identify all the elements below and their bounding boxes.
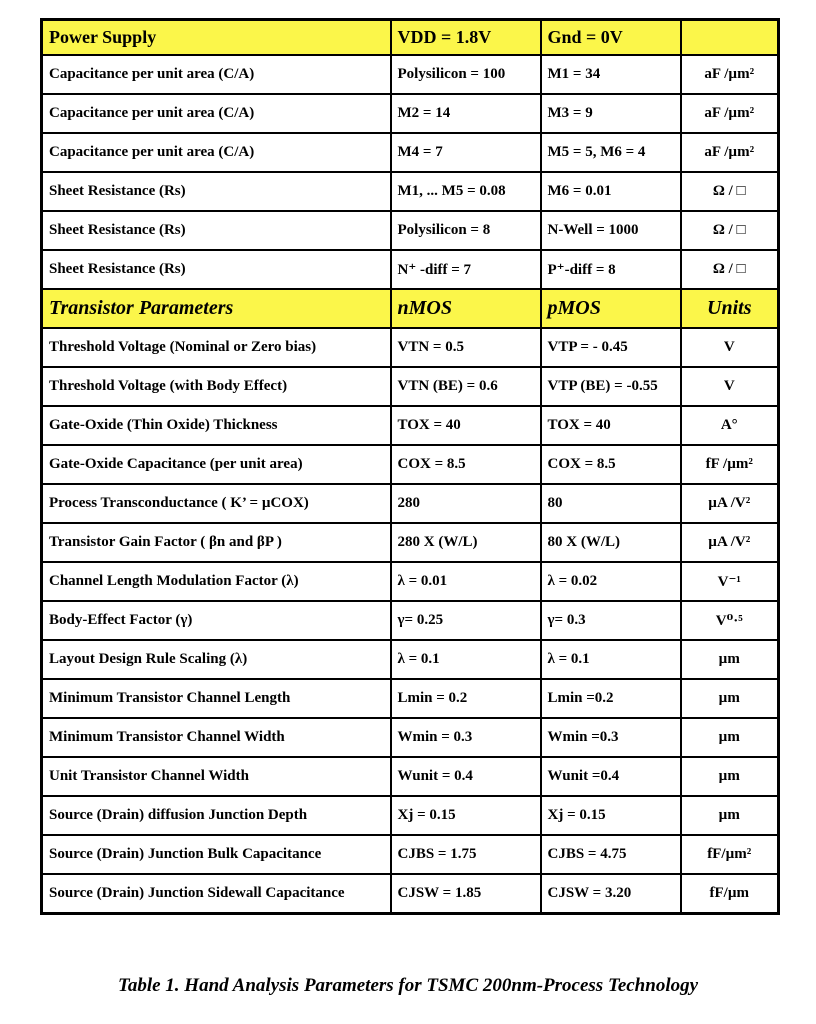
parameters-table-container — [40, 18, 777, 915]
units-cell: fF/µm — [681, 874, 779, 914]
parameter-cell: Channel Length Modulation Factor (λ) — [42, 562, 391, 601]
parameters-table — [40, 18, 780, 915]
value-cell-a: Xj = 0.15 — [391, 796, 541, 835]
table-row — [42, 445, 779, 484]
value-cell-b: P⁺-diff = 8 — [541, 250, 681, 289]
parameter-cell: Sheet Resistance (Rs) — [42, 172, 391, 211]
table-row — [42, 718, 779, 757]
table-row — [42, 523, 779, 562]
table-row — [42, 601, 779, 640]
value-cell-b: COX = 8.5 — [541, 445, 681, 484]
units-cell: Units — [681, 289, 779, 328]
units-cell: µA /V² — [681, 484, 779, 523]
parameter-cell: Capacitance per unit area (C/A) — [42, 94, 391, 133]
value-cell-b: M5 = 5, M6 = 4 — [541, 133, 681, 172]
value-cell-b: pMOS — [541, 289, 681, 328]
units-cell: fF/µm² — [681, 835, 779, 874]
units-cell: aF /µm² — [681, 55, 779, 94]
parameter-cell: Sheet Resistance (Rs) — [42, 250, 391, 289]
parameter-cell: Source (Drain) Junction Sidewall Capacitance — [42, 874, 391, 914]
parameter-cell: Sheet Resistance (Rs) — [42, 211, 391, 250]
table-row — [42, 484, 779, 523]
value-cell-a: CJSW = 1.85 — [391, 874, 541, 914]
value-cell-a: 280 — [391, 484, 541, 523]
table-row — [42, 133, 779, 172]
units-cell: aF /µm² — [681, 94, 779, 133]
units-cell: aF /µm² — [681, 133, 779, 172]
units-cell: µm — [681, 718, 779, 757]
value-cell-b: 80 — [541, 484, 681, 523]
units-cell: V — [681, 328, 779, 367]
value-cell-a: Wmin = 0.3 — [391, 718, 541, 757]
table-row — [42, 367, 779, 406]
parameter-cell: Transistor Parameters — [42, 289, 391, 328]
parameter-cell: Source (Drain) diffusion Junction Depth — [42, 796, 391, 835]
value-cell-b: N-Well = 1000 — [541, 211, 681, 250]
table-row — [42, 640, 779, 679]
table-row — [42, 874, 779, 914]
value-cell-a: Lmin = 0.2 — [391, 679, 541, 718]
parameter-cell: Gate-Oxide Capacitance (per unit area) — [42, 445, 391, 484]
value-cell-a: 280 X (W/L) — [391, 523, 541, 562]
table-row — [42, 406, 779, 445]
table-row — [42, 211, 779, 250]
value-cell-a: M2 = 14 — [391, 94, 541, 133]
units-cell: Ω / □ — [681, 250, 779, 289]
value-cell-b: λ = 0.02 — [541, 562, 681, 601]
header-row-transistor-parameters — [42, 289, 779, 328]
parameter-cell: Minimum Transistor Channel Length — [42, 679, 391, 718]
table-row — [42, 172, 779, 211]
value-cell-a: COX = 8.5 — [391, 445, 541, 484]
parameter-cell: Layout Design Rule Scaling (λ) — [42, 640, 391, 679]
value-cell-a: γ= 0.25 — [391, 601, 541, 640]
value-cell-a: λ = 0.1 — [391, 640, 541, 679]
value-cell-a: VTN = 0.5 — [391, 328, 541, 367]
value-cell-b: M1 = 34 — [541, 55, 681, 94]
parameter-cell: Gate-Oxide (Thin Oxide) Thickness — [42, 406, 391, 445]
value-cell-b: M3 = 9 — [541, 94, 681, 133]
parameters-table-body — [42, 20, 779, 914]
parameter-cell: Process Transconductance ( K’ = µCOX) — [42, 484, 391, 523]
units-cell: V — [681, 367, 779, 406]
table-row — [42, 250, 779, 289]
value-cell-a: VDD = 1.8V — [391, 20, 541, 56]
table-row — [42, 94, 779, 133]
units-cell: µm — [681, 796, 779, 835]
value-cell-b: Lmin =0.2 — [541, 679, 681, 718]
table-caption: Table 1. Hand Analysis Parameters for TSMC 200nm-Process Technology — [117, 975, 699, 996]
table-row — [42, 55, 779, 94]
value-cell-a: Polysilicon = 100 — [391, 55, 541, 94]
value-cell-a: Polysilicon = 8 — [391, 211, 541, 250]
value-cell-a: M1, ... M5 = 0.08 — [391, 172, 541, 211]
value-cell-b: Gnd = 0V — [541, 20, 681, 56]
header-row-power-supply — [42, 20, 779, 56]
value-cell-b: VTP (BE) = -0.55 — [541, 367, 681, 406]
units-cell — [681, 20, 779, 56]
value-cell-a: VTN (BE) = 0.6 — [391, 367, 541, 406]
units-cell: fF /µm² — [681, 445, 779, 484]
value-cell-a: M4 = 7 — [391, 133, 541, 172]
value-cell-b: VTP = - 0.45 — [541, 328, 681, 367]
value-cell-b: CJBS = 4.75 — [541, 835, 681, 874]
table-row — [42, 562, 779, 601]
units-cell: V⁻¹ — [681, 562, 779, 601]
value-cell-b: 80 X (W/L) — [541, 523, 681, 562]
value-cell-b: TOX = 40 — [541, 406, 681, 445]
parameter-cell: Unit Transistor Channel Width — [42, 757, 391, 796]
parameter-cell: Power Supply — [42, 20, 391, 56]
units-cell: Ω / □ — [681, 211, 779, 250]
table-row — [42, 757, 779, 796]
table-row — [42, 835, 779, 874]
value-cell-b: Wmin =0.3 — [541, 718, 681, 757]
parameter-cell: Transistor Gain Factor ( βn and βP ) — [42, 523, 391, 562]
parameter-cell: Threshold Voltage (with Body Effect) — [42, 367, 391, 406]
value-cell-b: Xj = 0.15 — [541, 796, 681, 835]
units-cell: A° — [681, 406, 779, 445]
parameter-cell: Capacitance per unit area (C/A) — [42, 133, 391, 172]
value-cell-b: λ = 0.1 — [541, 640, 681, 679]
table-row — [42, 796, 779, 835]
units-cell: µm — [681, 679, 779, 718]
value-cell-b: M6 = 0.01 — [541, 172, 681, 211]
value-cell-a: nMOS — [391, 289, 541, 328]
value-cell-a: Wunit = 0.4 — [391, 757, 541, 796]
parameter-cell: Body-Effect Factor (γ) — [42, 601, 391, 640]
table-row — [42, 328, 779, 367]
value-cell-a: CJBS = 1.75 — [391, 835, 541, 874]
value-cell-a: TOX = 40 — [391, 406, 541, 445]
value-cell-b: γ= 0.3 — [541, 601, 681, 640]
units-cell: µm — [681, 640, 779, 679]
value-cell-a: N⁺ -diff = 7 — [391, 250, 541, 289]
value-cell-a: λ = 0.01 — [391, 562, 541, 601]
value-cell-b: CJSW = 3.20 — [541, 874, 681, 914]
value-cell-b: Wunit =0.4 — [541, 757, 681, 796]
table-row — [42, 679, 779, 718]
parameter-cell: Capacitance per unit area (C/A) — [42, 55, 391, 94]
parameter-cell: Threshold Voltage (Nominal or Zero bias) — [42, 328, 391, 367]
parameter-cell: Minimum Transistor Channel Width — [42, 718, 391, 757]
units-cell: µm — [681, 757, 779, 796]
units-cell: µA /V² — [681, 523, 779, 562]
units-cell: Ω / □ — [681, 172, 779, 211]
parameter-cell: Source (Drain) Junction Bulk Capacitance — [42, 835, 391, 874]
units-cell: V⁰·⁵ — [681, 601, 779, 640]
